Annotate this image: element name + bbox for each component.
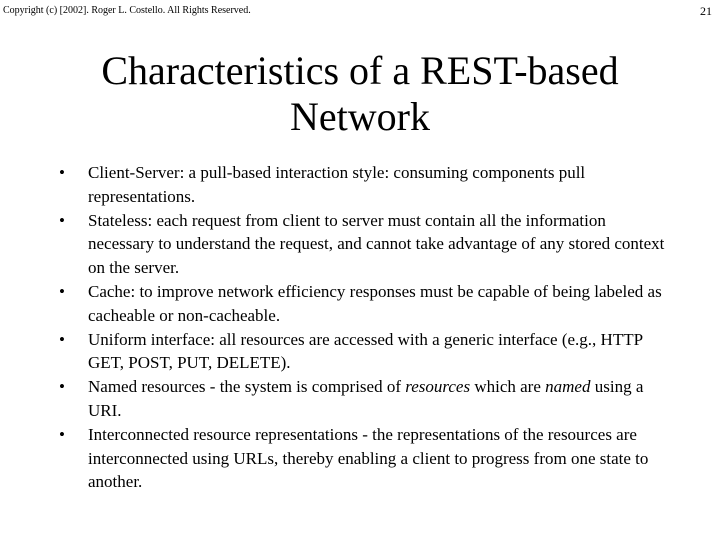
bullet-icon: • — [59, 377, 65, 397]
emphasis-resources: resources — [405, 377, 471, 397]
bullet-icon: • — [59, 163, 65, 182]
bullet-icon: • — [59, 281, 65, 301]
bullet-list — [59, 161, 669, 494]
bullet-text: Interconnected resource representations - the representations of the resources are interconnected using URLs, thereby enabling a client to progress from one state to another. — [88, 425, 649, 492]
bullet-text-part: which are — [470, 377, 546, 397]
bullet-text: Client-Server: a pull-based interaction style: consuming components pull representations. — [88, 163, 586, 206]
title-line-2: Network — [290, 94, 430, 139]
title-line-1: Characteristics of a REST-based — [101, 48, 619, 93]
bullet-text-part: using a URI. — [88, 377, 644, 420]
bullet-item-named-resources — [59, 375, 669, 422]
bullet-icon: • — [59, 329, 65, 349]
slide-title — [40, 48, 680, 140]
bullet-item-client-server — [59, 161, 669, 208]
bullet-text: Uniform interface: all resources are accessed with a generic interface (e.g., HTTP GET, POST, PUT, DELETE). — [88, 329, 643, 373]
bullet-text — [88, 377, 643, 420]
bullet-icon: • — [59, 425, 65, 445]
bullet-text-part: Named resources - the system is comprised of — [88, 377, 406, 397]
bullet-icon: • — [59, 210, 65, 230]
bullet-text: Stateless: each request from client to server must contain all the information necessary to understand the request, and cannot take advantage of any stored context on the server. — [88, 210, 665, 277]
bullet-item-uniform-interface — [59, 328, 669, 375]
bullet-item-stateless — [59, 209, 669, 280]
bullet-text: Cache: to improve network efficiency responses must be capable of being labeled as cacheable or non-cacheable. — [88, 281, 662, 325]
bullet-item-interconnected-representations — [59, 423, 669, 494]
page-number: 21 — [700, 4, 712, 18]
copyright-notice: Copyright (c) [2002]. Roger L. Costello. All Rights Reserved. — [3, 5, 251, 16]
emphasis-named: named — [545, 377, 591, 397]
bullet-item-cache — [59, 280, 669, 327]
